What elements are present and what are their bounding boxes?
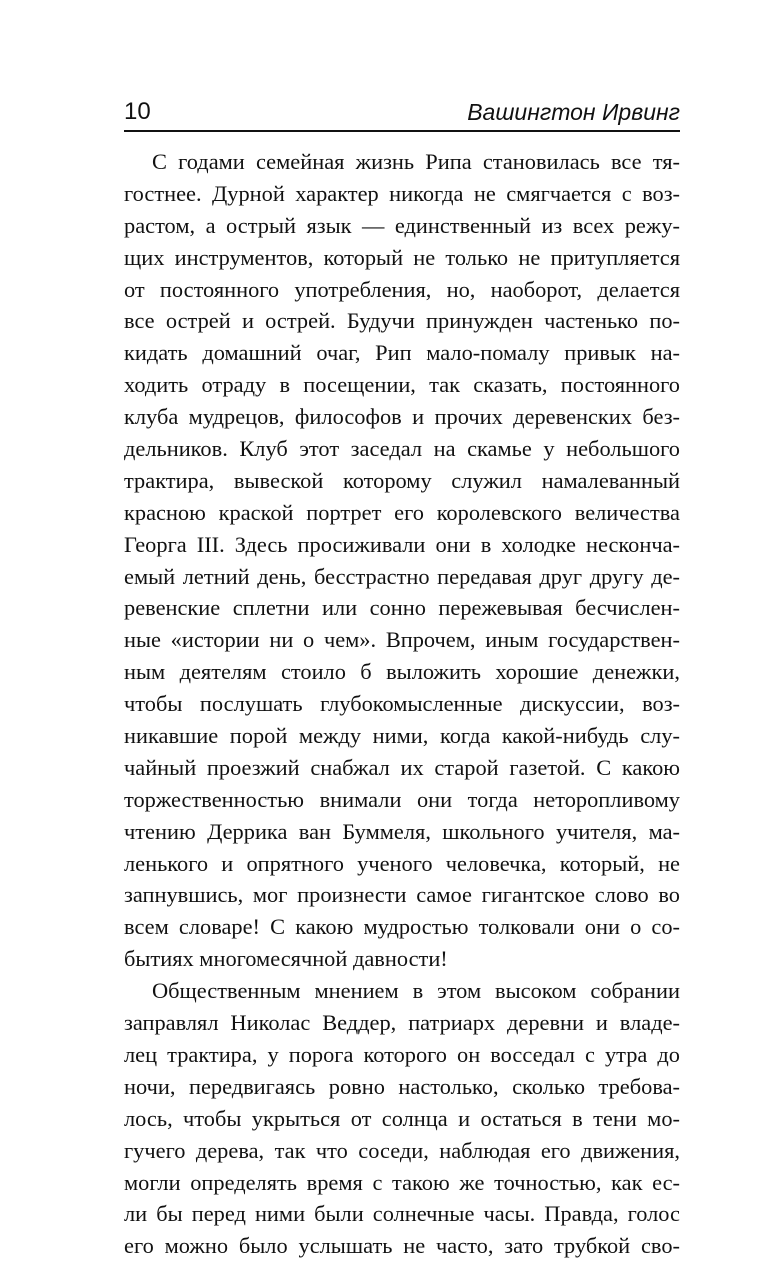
text-line: от постоянного употребления, но, наоборот, делается: [124, 276, 680, 302]
text-line: всем словаре! С какою мудростью толковали они о со-: [124, 914, 680, 940]
text-line: торжественностью внимали они тогда неторопливому: [124, 786, 680, 812]
text-line: ревенские сплетни или сонно пережевывая бесчислен-: [124, 595, 680, 621]
text-line: щих инструментов, который не только не притупляется: [124, 244, 680, 270]
text-line: запнувшись, мог произнести самое гигантское слово во: [124, 882, 680, 908]
text-line: ходить отраду в посещении, так сказать, постоянного: [124, 372, 680, 398]
text-line: клуба мудрецов, философов и прочих деревенских без-: [124, 404, 680, 430]
text-line: красною краской портрет его королевского величества: [124, 499, 680, 525]
page-number: 10: [124, 98, 151, 125]
text-line: все острей и острей. Будучи принужден частенько по-: [124, 308, 680, 334]
text-line: емый летний день, бесстрастно передавая друг другу де-: [124, 563, 680, 589]
paragraph-2: [124, 975, 680, 1262]
text-line: ленького и опрятного ученого человечка, который, не: [124, 850, 680, 876]
text-line: ночи, передвигаясь ровно настолько, сколько требова-: [124, 1073, 680, 1099]
header-rule: [124, 130, 680, 132]
page-header: [124, 97, 680, 131]
text-line: кидать домашний очаг, Рип мало-помалу привык на-: [124, 340, 680, 366]
text-line: чтению Деррика ван Буммеля, школьного учителя, ма-: [124, 818, 680, 844]
text-line: заправлял Николас Веддер, патриарх деревни и владе-: [124, 1010, 680, 1036]
text-line: гостнее. Дурной характер никогда не смягчается с воз-: [124, 180, 680, 206]
text-line: чтобы послушать глубокомысленные дискуссии, воз-: [124, 691, 680, 717]
text-line: ным деятелям стоило б выложить хорошие денежки,: [124, 659, 680, 685]
text-line: ные «истории ни о чем». Впрочем, иным государствен-: [124, 627, 680, 653]
book-page: [124, 0, 680, 1259]
text-line: гучего дерева, так что соседи, наблюдая его движения,: [124, 1137, 680, 1163]
text-line: ли бы перед ними были солнечные часы. Правда, голос: [124, 1201, 680, 1227]
text-line: могли определять время с такою же точностью, как ес-: [124, 1169, 680, 1195]
text-line: С годами семейная жизнь Рипа становилась все тя-: [152, 149, 680, 174]
text-line: лец трактира, у порога которого он восседал с утра до: [124, 1041, 680, 1067]
text-line: Общественным мнением в этом высоком собрании: [152, 978, 680, 1004]
text-line: дельников. Клуб этот заседал на скамье у небольшого: [124, 436, 680, 462]
text-line: Георга III. Здесь просиживали они в холодке несконча-: [124, 531, 680, 557]
text-line: трактира, вывеской которому служил намалеванный: [124, 467, 680, 493]
paragraph-1: [124, 146, 680, 975]
running-head-author: Вашингтон Ирвинг: [467, 99, 680, 125]
text-line: бытиях многомесячной давности!: [124, 946, 448, 972]
text-line: никавшие порой между ними, когда какой-нибудь слу-: [124, 723, 680, 749]
body-text: [124, 146, 680, 1262]
text-line: лось, чтобы укрыться от солнца и остаться в тени мо-: [124, 1105, 680, 1131]
text-line: его можно было услышать не часто, зато трубкой сво-: [124, 1233, 680, 1259]
text-line: растом, а острый язык — единственный из всех режу-: [124, 212, 680, 238]
text-line: чайный проезжий снабжал их старой газетой. С какою: [124, 754, 680, 780]
